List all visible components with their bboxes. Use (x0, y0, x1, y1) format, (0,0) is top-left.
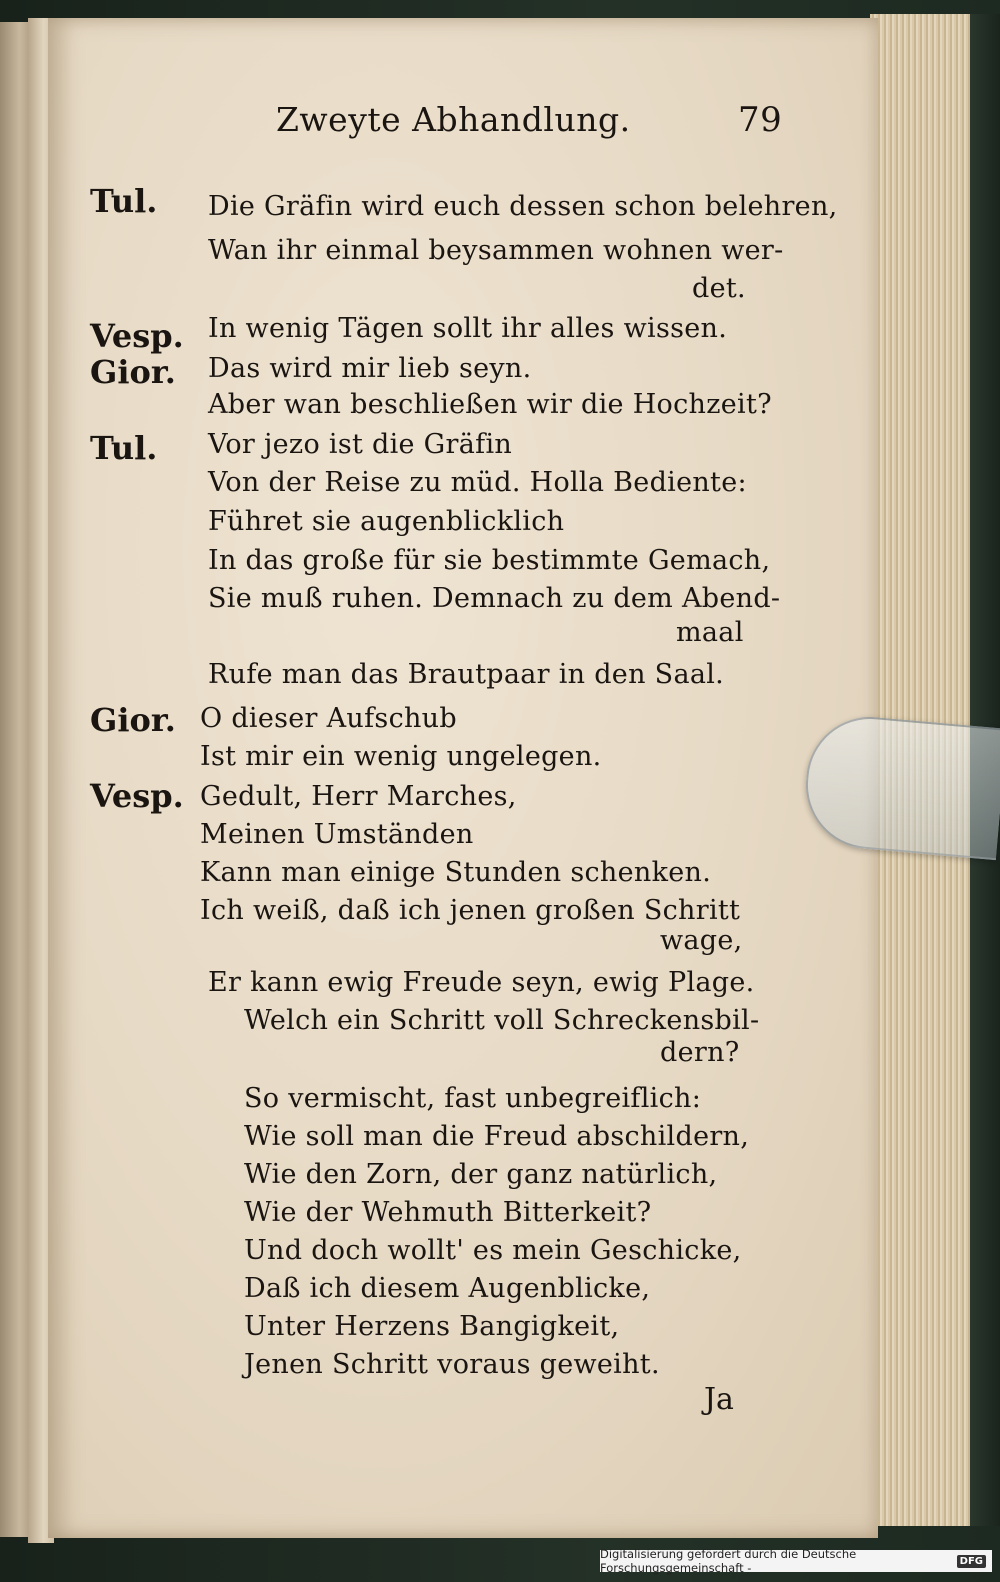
book-page (48, 18, 878, 1538)
text-line: In das große für sie bestimmte Gemach, (208, 545, 771, 576)
text-line: maal (676, 617, 744, 648)
text-line: Rufe man das Brautpaar in den Saal. (208, 659, 725, 690)
speaker-label: Tul. (90, 429, 158, 467)
page-number: 79 (738, 100, 783, 140)
text-line: Gedult, Herr Marches, (200, 781, 517, 812)
text-line: So vermischt, fast unbegreiflich: (244, 1083, 702, 1114)
text-line: O dieser Aufschub (200, 703, 457, 734)
text-line: Welch ein Schritt voll Schreckensbil- (244, 1005, 760, 1036)
speaker-label: Vesp. (90, 317, 184, 355)
text-line: Wie soll man die Freud abschildern, (244, 1121, 750, 1152)
text-line: Wie den Zorn, der ganz natürlich, (244, 1159, 718, 1190)
text-line: Aber wan beschließen wir die Hochzeit? (208, 389, 772, 420)
footer-text: Digitalisierung gefördert durch die Deutsche Forschungsgemeinschaft - (600, 1547, 857, 1575)
text-line: Von der Reise zu müd. Holla Bediente: (208, 467, 747, 498)
text-line: Und doch wollt' es mein Geschicke, (244, 1235, 742, 1266)
text-line: Ist mir ein wenig ungelegen. (200, 741, 602, 772)
text-line: wage, (660, 925, 743, 956)
text-line: Die Gräfin wird euch dessen schon belehren, (208, 191, 838, 222)
text-line: In wenig Tägen sollt ihr alles wissen. (208, 313, 728, 344)
text-line: Vor jezo ist die Gräfin (208, 429, 513, 460)
text-line: Meinen Umständen (200, 819, 474, 850)
speaker-label: Tul. (90, 182, 158, 220)
text-line: det. (692, 273, 746, 304)
text-line: Führet sie augenblicklich (208, 506, 565, 537)
speaker-label: Gior. (90, 701, 176, 739)
dfg-logo: DFG (957, 1555, 986, 1568)
text-line: Er kann ewig Freude seyn, ewig Plage. (208, 967, 755, 998)
text-line: Unter Herzens Bangigkeit, (244, 1311, 620, 1342)
text-line: Daß ich diesem Augenblicke, (244, 1273, 651, 1304)
catchword: Ja (704, 1382, 734, 1417)
digitization-footer (600, 1547, 992, 1575)
text-line: Wie der Wehmuth Bitterkeit? (244, 1197, 652, 1228)
text-line: Sie muß ruhen. Demnach zu dem Abend- (208, 583, 781, 614)
speaker-label: Vesp. (90, 777, 184, 815)
speaker-label: Gior. (90, 353, 176, 391)
text-line: dern? (660, 1037, 740, 1068)
text-line: Ich weiß, daß ich jenen großen Schritt (200, 895, 741, 926)
text-line: Wan ihr einmal beysammen wohnen wer- (208, 235, 784, 266)
text-line: Das wird mir lieb seyn. (208, 353, 532, 384)
running-head-title: Zweyte Abhandlung. (276, 100, 631, 139)
text-line: Jenen Schritt voraus geweiht. (244, 1349, 660, 1380)
text-line: Kann man einige Stunden schenken. (200, 857, 712, 888)
